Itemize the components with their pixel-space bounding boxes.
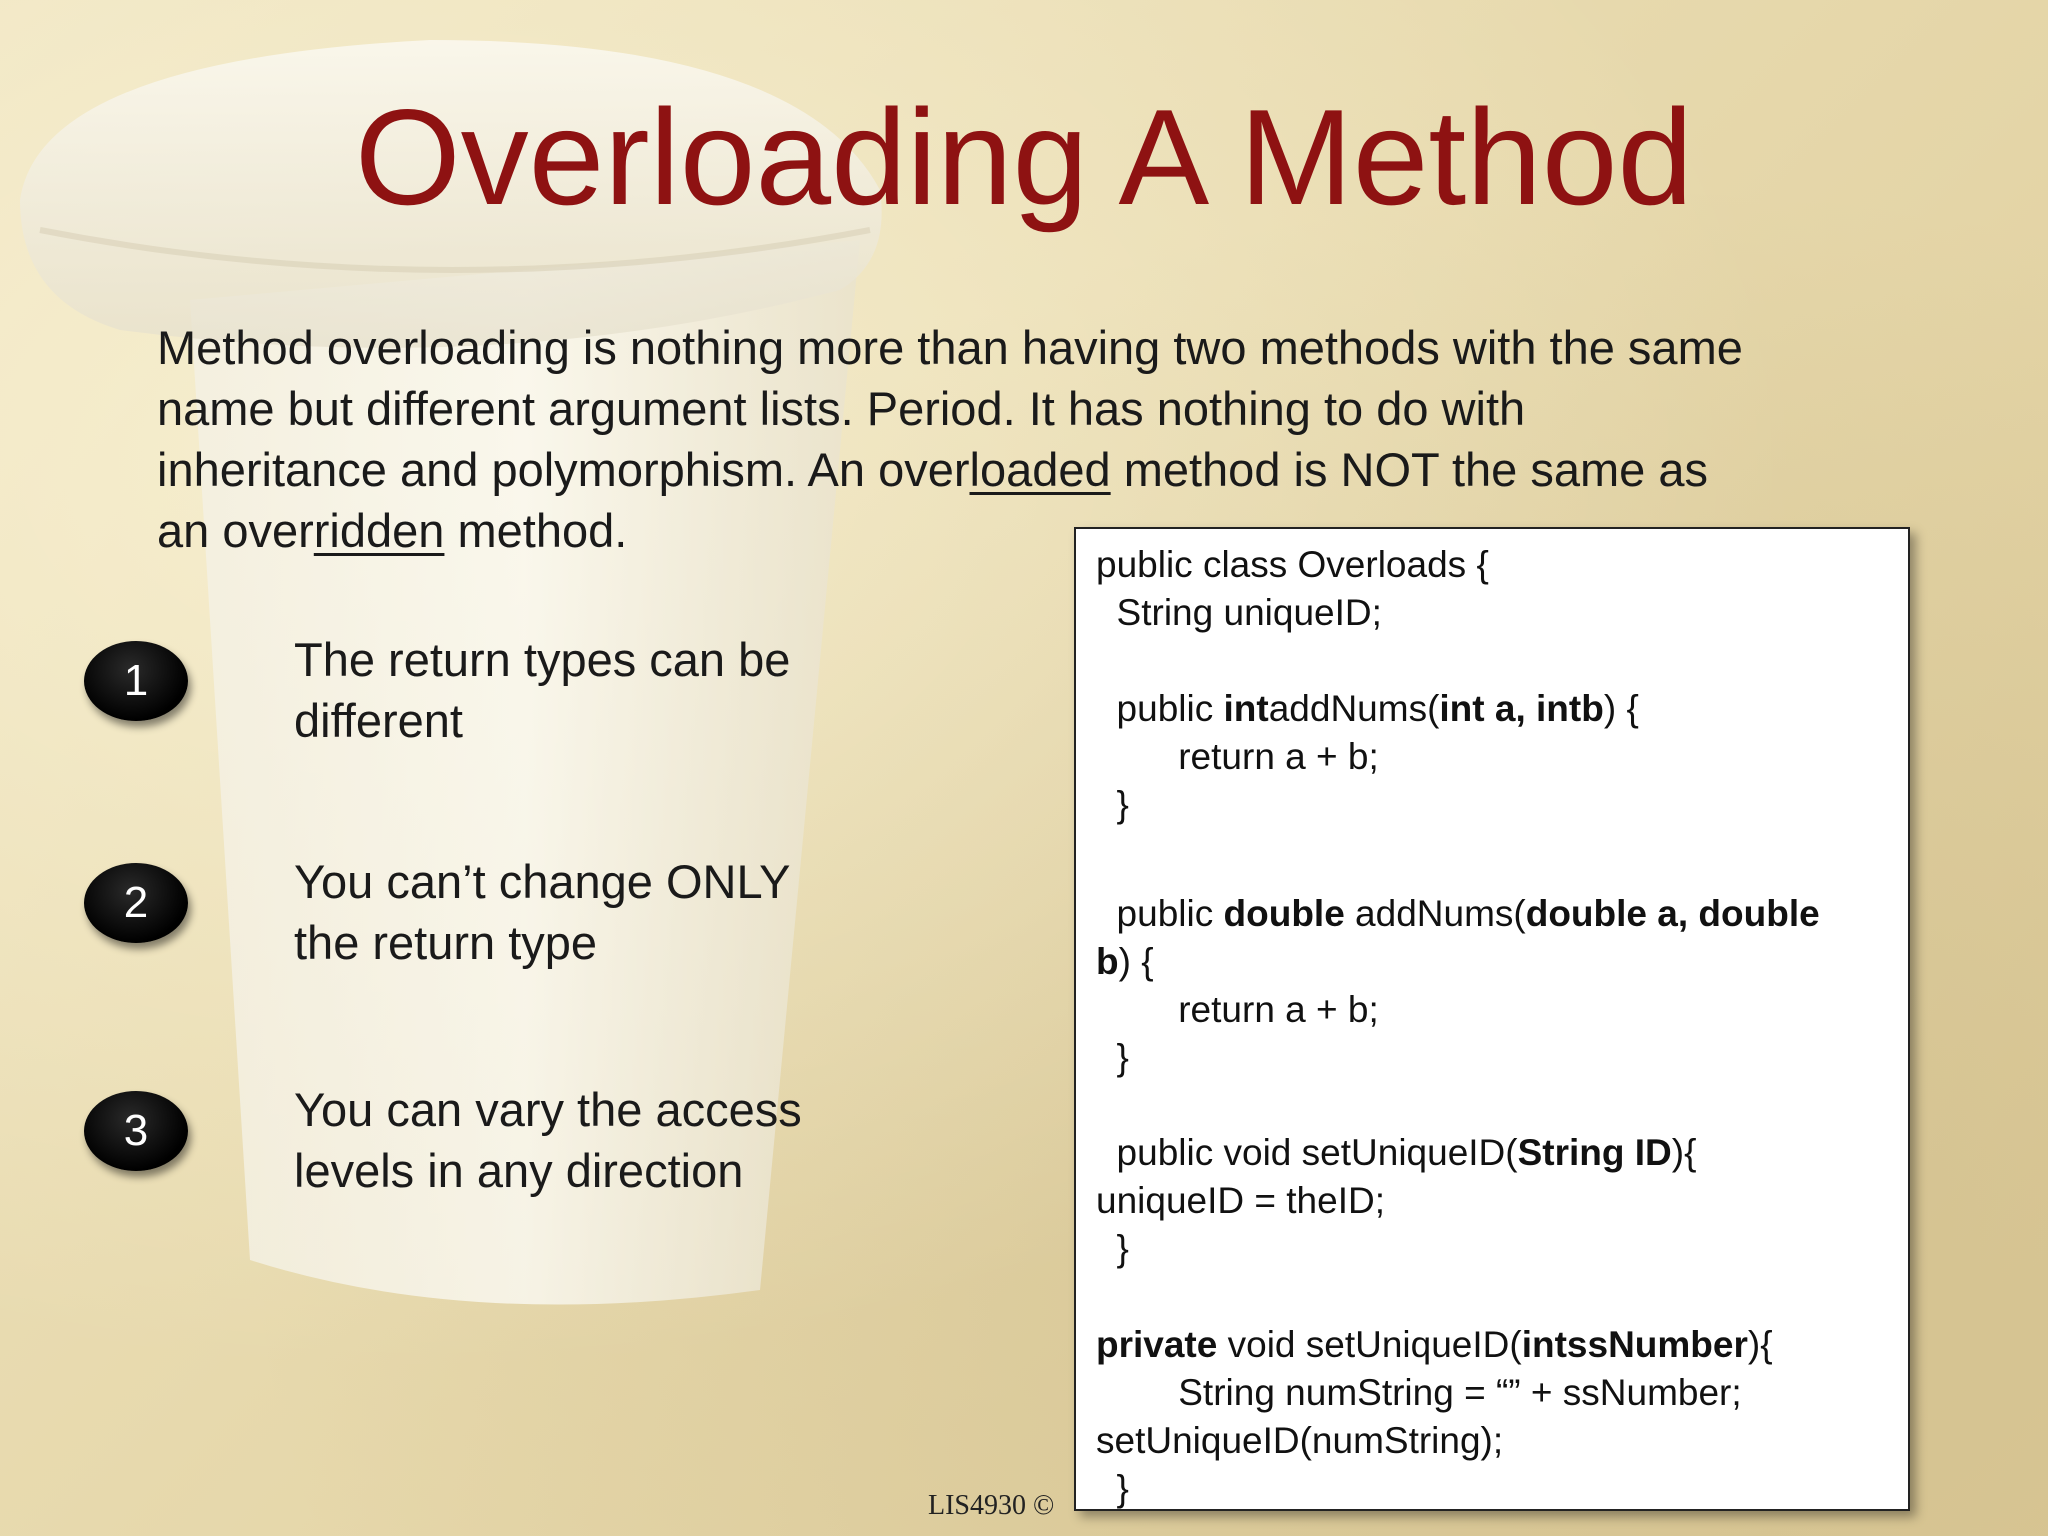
code-line — [1096, 890, 1820, 938]
code-line: String numString = “” + ssNumber; — [1096, 1372, 1742, 1413]
bullet-number-badge: 3 — [84, 1091, 188, 1171]
code-text: public void setUniqueID( — [1096, 1132, 1518, 1173]
code-line: } — [1096, 1228, 1129, 1269]
code-keyword: double — [1223, 893, 1345, 934]
bullet-item-3 — [84, 1083, 904, 1231]
code-keyword: private — [1096, 1324, 1218, 1365]
bullet-item-2 — [84, 855, 904, 1003]
code-keyword: int a, intb — [1439, 688, 1604, 729]
code-text: addNums( — [1268, 688, 1440, 729]
code-text: public — [1096, 893, 1224, 934]
code-line: uniqueID = theID; — [1096, 1180, 1385, 1221]
bullet-number-badge: 2 — [84, 863, 188, 943]
intro-paragraph — [157, 317, 1917, 561]
intro-text: inheritance and polymorphism. An over — [157, 443, 970, 496]
underlined-word-loaded: loaded — [969, 443, 1111, 496]
code-line: return a + b; — [1096, 736, 1379, 777]
bullet-line: the return type — [294, 916, 598, 969]
code-example-box — [1074, 527, 1910, 1511]
code-text: addNums( — [1344, 893, 1526, 934]
code-text: ){ — [1747, 1324, 1773, 1365]
code-line: setUniqueID(numString); — [1096, 1420, 1504, 1461]
code-keyword: int — [1223, 688, 1269, 729]
bullet-number-badge: 1 — [84, 641, 188, 721]
slide-title: Overloading A Method — [354, 81, 1694, 233]
slide-footer: LIS4930 © — [928, 1490, 1055, 1521]
code-line — [1096, 1321, 1773, 1369]
code-line: } — [1096, 784, 1129, 825]
code-keyword: b — [1096, 941, 1119, 982]
code-keyword: String ID — [1517, 1132, 1672, 1173]
code-line: return a + b; — [1096, 989, 1379, 1030]
code-keyword: double a, double — [1525, 893, 1820, 934]
code-line — [1096, 685, 1639, 733]
code-line — [1096, 938, 1154, 986]
bullet-line: different — [294, 694, 463, 747]
bullet-line: You can vary the access — [294, 1083, 802, 1136]
code-line: String uniqueID; — [1096, 592, 1382, 633]
intro-text: method is NOT the same as — [1110, 443, 1708, 496]
bullet-text — [294, 1079, 914, 1201]
bullet-text — [294, 851, 914, 973]
code-text: ){ — [1671, 1132, 1697, 1173]
bullet-item-1 — [84, 633, 904, 781]
intro-text: an over — [157, 504, 314, 557]
bullet-text — [294, 629, 914, 751]
bullet-line: levels in any direction — [294, 1144, 744, 1197]
intro-line: Method overloading is nothing more than having two methods with the same — [157, 321, 1743, 374]
code-line: public class Overloads { — [1096, 544, 1489, 585]
code-line — [1096, 1129, 1696, 1177]
code-line: } — [1096, 1468, 1129, 1509]
code-text: public — [1096, 688, 1224, 729]
code-text: void setUniqueID( — [1217, 1324, 1522, 1365]
bullet-line: You can’t change ONLY — [294, 855, 791, 908]
bullet-line: The return types can be — [294, 633, 791, 686]
intro-text: method. — [444, 504, 628, 557]
intro-line: name but different argument lists. Period. It has nothing to do with — [157, 382, 1526, 435]
code-text: ) { — [1603, 688, 1639, 729]
code-keyword: intssNumber — [1521, 1324, 1748, 1365]
code-text: ) { — [1118, 941, 1154, 982]
code-line: } — [1096, 1037, 1129, 1078]
intro-line — [157, 439, 1917, 500]
underlined-word-ridden: ridden — [313, 504, 445, 557]
